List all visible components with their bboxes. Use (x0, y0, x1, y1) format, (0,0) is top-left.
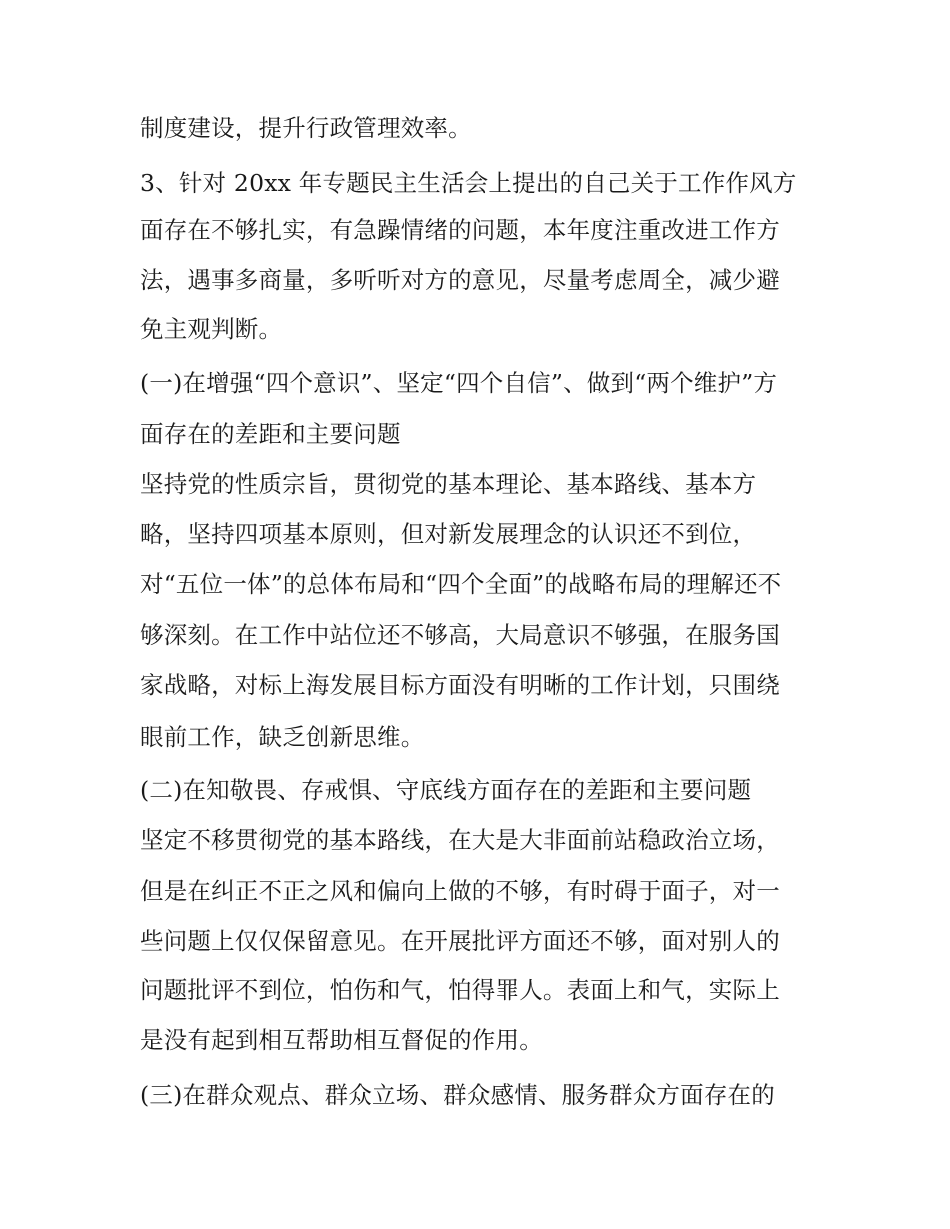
text-line: 但是在纠正不正之风和偏向上做的不够，有时碍于面子，对一 (140, 877, 780, 905)
text-line: 对“五位一体”的总体布局和“四个全面”的战略布局的理解还不 (140, 570, 782, 598)
text-line: 坚定不移贯彻党的基本路线，在大是大非面前站稳政治立场， (140, 826, 780, 854)
text-line: 免主观判断。 (140, 315, 283, 343)
section-heading: (二)在知敬畏、存戒惧、守底线方面存在的差距和主要问题 (140, 776, 752, 804)
section-heading: (三)在群众观点、群众立场、群众感情、服务群众方面存在的 (140, 1081, 775, 1109)
text-line: 是没有起到相互帮助相互督促的作用。 (140, 1026, 543, 1054)
section-heading: 面存在的差距和主要问题 (140, 420, 401, 448)
text-line: 家战略，对标上海发展目标方面没有明晰的工作计划，只围绕 (140, 671, 780, 699)
text-line: 眼前工作，缺乏创新思维。 (140, 723, 425, 751)
text-line: 坚持党的性质宗旨，贯彻党的基本理论、基本路线、基本方 (140, 470, 757, 498)
text-line: 些问题上仅仅保留意见。在开展批评方面还不够，面对别人的 (140, 927, 780, 955)
text-line: 面存在不够扎实，有急躁情绪的问题，本年度注重改进工作方 (140, 216, 780, 244)
text-line: 略，坚持四项基本原则，但对新发展理念的认识还不到位， (140, 520, 757, 548)
text-line: 3、针对 20xx 年专题民主生活会上提出的自己关于工作作风方 (140, 169, 797, 197)
text-line: 够深刻。在工作中站位还不够高，大局意识不够强，在服务国 (140, 621, 780, 649)
text-line: 制度建设，提升行政管理效率。 (140, 114, 472, 142)
text-line: 问题批评不到位，怕伤和气，怕得罪人。表面上和气，实际上 (140, 976, 780, 1004)
section-heading: (一)在增强“四个意识”、坚定“四个自信”、做到“两个维护”方 (140, 369, 778, 397)
text-line: 法，遇事多商量，多听听对方的意见，尽量考虑周全，减少避 (140, 266, 780, 294)
